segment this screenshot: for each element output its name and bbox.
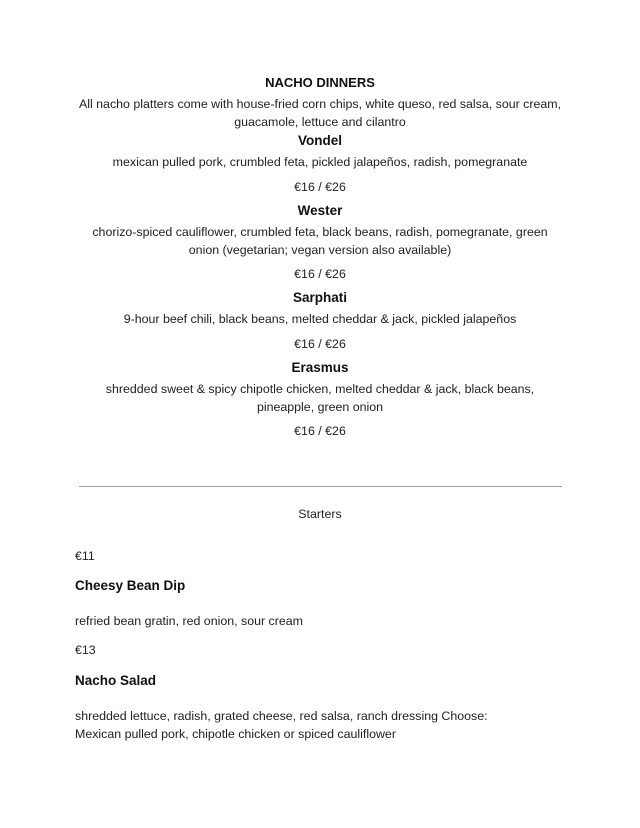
starter-description: refried bean gratin, red onion, sour cream: [75, 614, 303, 628]
dish-name: Wester: [297, 203, 343, 218]
dish-price: €16 / €26: [294, 424, 346, 438]
starter-name: Cheesy Bean Dip: [75, 578, 186, 593]
section-title: NACHO DINNERS: [265, 75, 375, 90]
dish-price: €16 / €26: [294, 337, 346, 351]
starter-price: €11: [75, 549, 95, 563]
dish-description: chorizo-spiced cauliflower, crumbled feta, black beans, radish, pomegranate, green onion (vegetarian; vegan version also available): [92, 225, 548, 257]
section-divider: [79, 486, 562, 487]
dish-name: Erasmus: [291, 360, 349, 375]
dish-price: €16 / €26: [294, 267, 346, 281]
dish-description: shredded sweet & spicy chipotle chicken, melted cheddar & jack, black beans, pineapple, green onion: [105, 382, 535, 414]
section-title: Starters: [298, 507, 342, 521]
section-intro: All nacho platters come with house-fried corn chips, white queso, red salsa, sour cream, guacamole, lettuce and cilantro: [78, 97, 562, 129]
dish-name: Vondel: [297, 133, 342, 148]
dish-name: Sarphati: [292, 290, 347, 305]
dish-description: 9-hour beef chili, black beans, melted cheddar & jack, pickled jalapeños: [123, 312, 517, 326]
starter-description: shredded lettuce, radish, grated cheese, red salsa, ranch dressing Choose: Mexican pulled pork, chipotle chicken or spiced cauliflower: [75, 709, 488, 741]
dish-price: €16 / €26: [294, 180, 346, 194]
starter-price: €13: [75, 643, 96, 657]
dish-description: mexican pulled pork, crumbled feta, pickled jalapeños, radish, pomegranate: [112, 155, 528, 169]
starter-name: Nacho Salad: [75, 673, 157, 688]
